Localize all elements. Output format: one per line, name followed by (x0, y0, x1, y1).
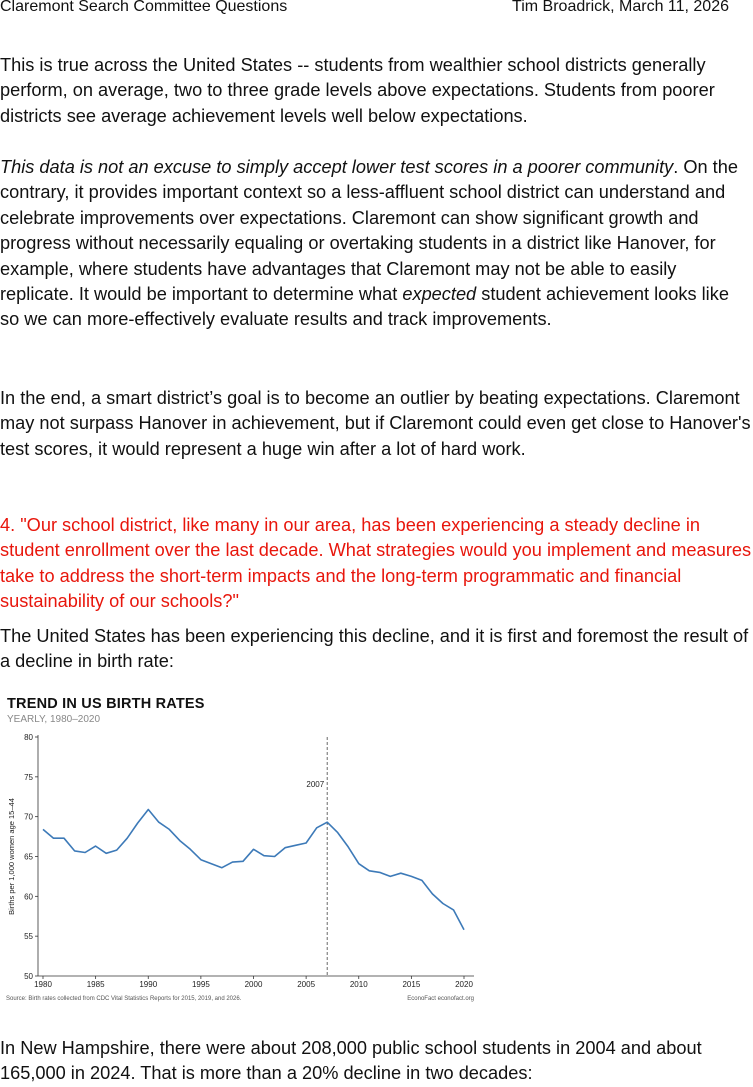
x-tick-label: 1985 (86, 980, 105, 989)
paragraph-wealthier-districts: This is true across the United States -- students from wealthier school districts generally perform, on average, two to three grade levels above expectations. Students from poorer districts see average achievement levels well below expectations. (0, 55, 715, 126)
birth-rate-chart (2, 690, 478, 1010)
x-tick-label: 1980 (34, 980, 52, 989)
italic-statement: This data is not an excuse to simply accept lower test scores in a poorer community (0, 157, 674, 177)
paragraph-birth-rate-intro: The United States has been experiencing this decline, and it is first and foremost the result of a decline in birth rate: (0, 626, 749, 672)
x-tick-label: 2020 (455, 980, 473, 989)
y-tick-label: 80 (24, 733, 33, 742)
paragraph-context (0, 155, 753, 333)
y-tick-label: 55 (24, 932, 33, 942)
x-tick-label: 2010 (349, 980, 368, 989)
y-axis-label: Births per 1,000 women age 15–44 (7, 798, 16, 915)
y-tick-label: 60 (24, 892, 33, 902)
chart-title: TREND IN US BIRTH RATES (7, 696, 205, 712)
x-tick-label: 1990 (139, 980, 158, 989)
paragraph-new-hampshire: In New Hampshire, there were about 208,000 public school students in 2004 and about 165,000 in 2024. That is more than a 20% decline in two decades: (0, 1038, 702, 1084)
x-tick-label: 1995 (191, 980, 210, 989)
x-tick-label: 2005 (297, 980, 316, 989)
italic-expected: expected (402, 284, 477, 305)
context-text-a: . On the contrary, it provides important context so a less-affluent school district can understand and celebrate improvements over expectations. Claremont can show significant growth and progress without necessarily equaling or overtaking students in a district like Hanover, for example, where students have advantages that Claremont may not be able to easily replicate. It would be important to determine what (0, 157, 738, 305)
page-header (0, 0, 753, 18)
x-tick-label: 2000 (244, 980, 263, 989)
annotation-label-2007: 2007 (306, 780, 325, 789)
question-4: 4. "Our school district, like many in our area, has been experiencing a steady decline in student enrollment over the last decade. What strategies would you implement and measures take to address the short-term impacts and the long-term programmatic and financial sustainability of our schools?" (0, 515, 752, 612)
x-tick-label: 2015 (402, 980, 421, 989)
context-text-b: student achievement looks like so we can more-effectively evaluate results and track improvements. (0, 284, 729, 330)
y-tick-label: 75 (24, 772, 33, 782)
header-author-date: Tim Broadrick, March 11, 2026 (512, 0, 729, 15)
header-title: Claremont Search Committee Questions (0, 0, 288, 15)
y-tick-label: 50 (24, 972, 33, 981)
chart-plot (2, 690, 478, 1010)
chart-subtitle: YEARLY, 1980–2020 (7, 714, 101, 725)
birth-rate-series-line (43, 810, 464, 930)
y-tick-label: 65 (24, 852, 33, 862)
chart-source: Source: Birth rates collected from CDC Vital Statistics Reports for 2015, 2019, and 2026. (6, 996, 242, 1002)
y-tick-label: 70 (24, 812, 33, 822)
chart-credit: EconoFact econofact.org (407, 996, 474, 1002)
paragraph-outlier: In the end, a smart district’s goal is to become an outlier by beating expectations. Claremont may not surpass Hanover in achievement, but if Claremont could even get close to Hanover's test scores, it would represent a huge win after a lot of hard work. (0, 388, 751, 459)
